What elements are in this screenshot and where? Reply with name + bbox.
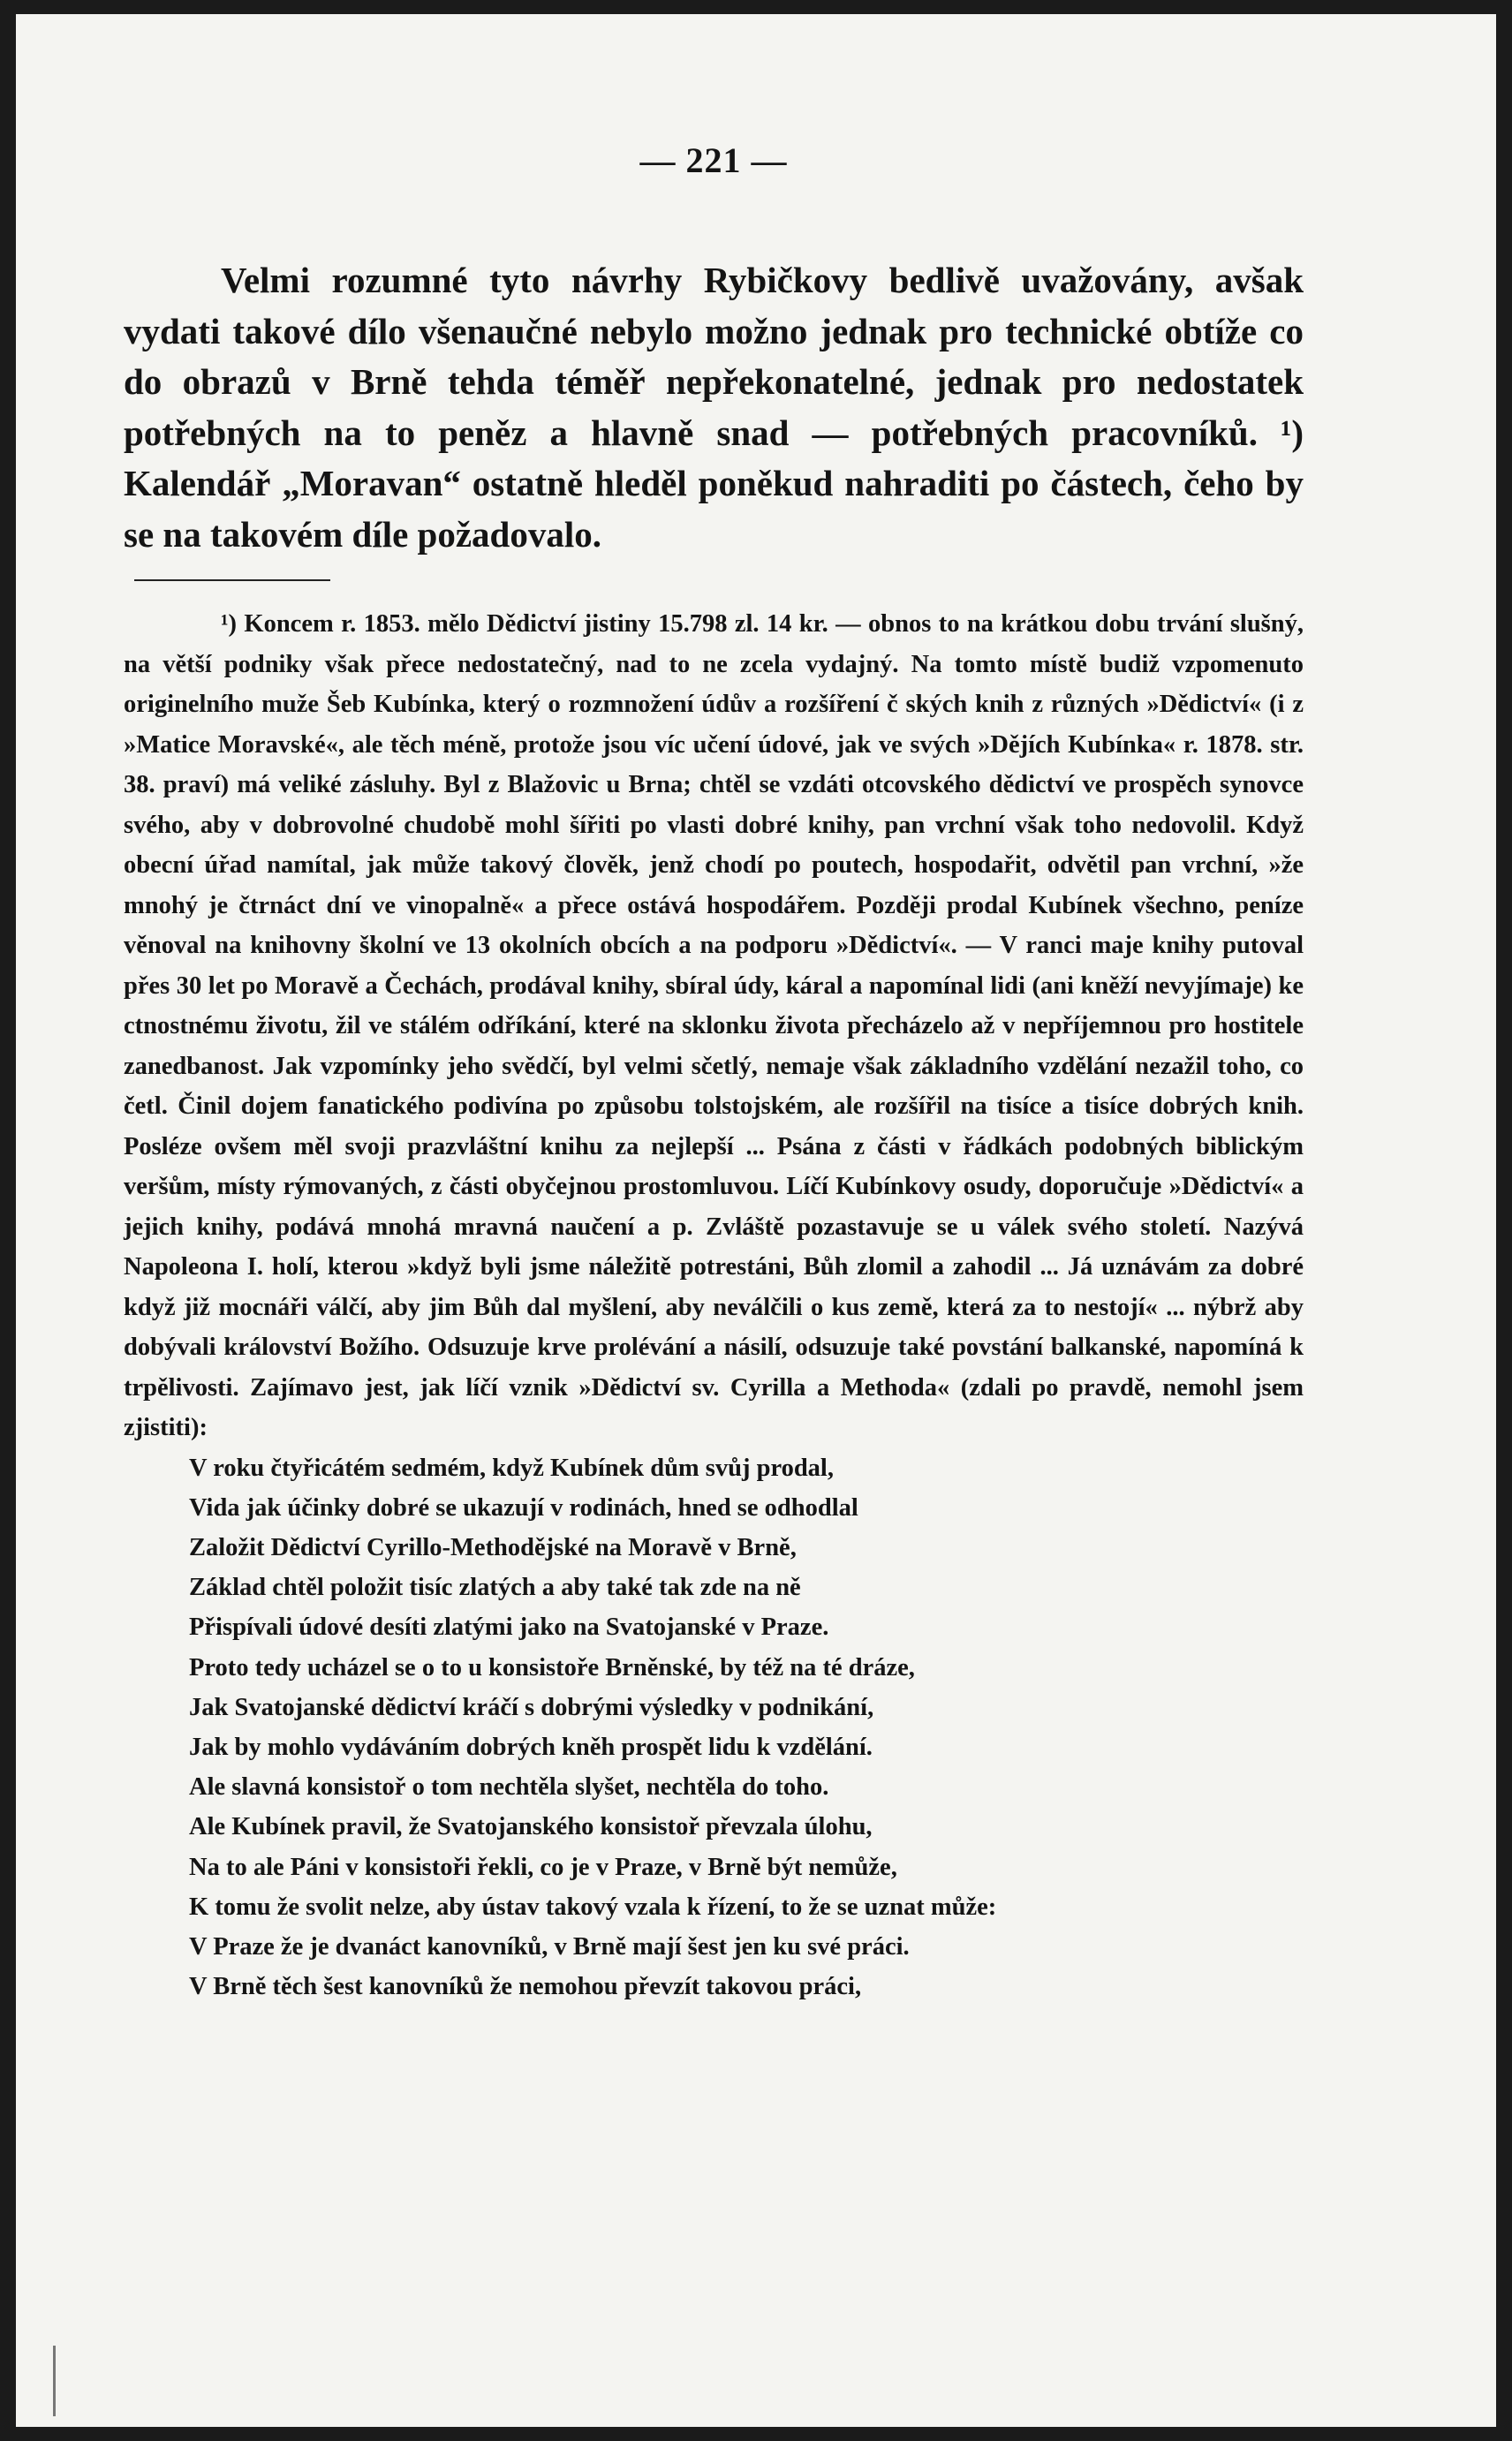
verse-line: Založit Dědictví Cyrillo-Methodějské na Moravě v Brně, (189, 1533, 797, 1561)
verse-line: V roku čtyřicátém sedmém, když Kubínek dům svůj prodal, (189, 1454, 834, 1482)
verse-line: Ale slavná konsistoř o tom nechtěla slyšet, nechtěla do toho. (189, 1773, 829, 1802)
main-paragraph-indent (124, 260, 221, 300)
footnote-indent (124, 610, 221, 638)
page-number: — 221 — (639, 140, 788, 180)
verse-line: Přispívali údové desíti zlatými jako na Svatojanské v Praze. (189, 1613, 829, 1642)
verse-line: K tomu že svolit nelze, aby ústav takový vzala k řízení, to že se uznat může: (189, 1893, 997, 1921)
verse-line: Na to ale Páni v konsistoři řekli, co je v Praze, v Brně být nemůže, (189, 1853, 897, 1881)
verse-line: Ale Kubínek pravil, že Svatojanského konsistoř převzala úlohu, (189, 1813, 873, 1841)
verse-line: Proto tedy ucházel se o to u konsistoře Brněnské, by též na té dráze, (189, 1653, 915, 1681)
verse-line: Jak by mohlo vydáváním dobrých kněh prospět lidu k vzdělání. (189, 1733, 873, 1761)
footnote (124, 604, 1304, 1448)
footnote-separator (134, 579, 330, 581)
verse-line: V Brně těch šest kanovníků že nemohou převzít takovou práci, (189, 1973, 862, 2001)
main-paragraph-text: Velmi rozumné tyto návrhy Rybičkovy bedlivě uvažovány, avšak vydati takové dílo všenaučné nebylo možno jednak pro technické obtíže co do obrazů v Brně tehda téměř nepřekonatelné, jednak pro nedostatek potřebných na to peněz a hlavně snad — potřebných pracovníků. ¹) Kalendář „Moravan“ ostatně hleděl poněkud nahraditi po částech, čeho by se na takovém díle požadovalo. (124, 260, 1304, 555)
footnote-text: ¹) Koncem r. 1853. mělo Dědictví jistiny 15.798 zl. 14 kr. — obnos to na krátkou dobu trvání slušný, na větší podniky však přece nedostatečný, nad to ne zcela vydajný. Na tomto místě budiž vzpomenuto originelního muže Šeb Kubínka, který o rozmnožení údův a rozšíření č ských knih z různých »Dědictví« (i z »Matice Moravské«, ale těch méně, protože jsou víc učení údové, jak ve svých »Dějích Kubínka« r. 1878. str. 38. praví) má veliké zásluhy. Byl z Blažovic u Brna; chtěl se vzdáti otcovského dědictví ve prospěch synovce svého, aby v dobrovolné chudobě mohl šířiti po vlasti dobré knihy, pan vrchní však toho nedovolil. Když obecní úřad namítal, jak může takový člověk, jenž chodí po poutech, hospodařit, odvětil pan vrchní, »že mnohý je čtrnáct dní ve vinopalně« a přece ostává hospodářem. Později prodal Kubínek všechno, peníze věnoval na knihovny školní ve 13 okolních obcích a na podporu »Dědictví«. — V ranci maje knihy putoval přes 30 let po Moravě a Čechách, prodával knihy, sbíral údy, káral a napomínal lidi (ani kněží nevyjímaje) ke ctnostnému životu, žil ve stálém odříkání, které na sklonku života přecházelo až v nepříjemnou pro hostitele zanedbanost. Jak vzpomínky jeho svědčí, byl velmi sčetlý, nemaje však základního vzdělání nezažil toho, co četl. Činil dojem fanatického podivína po způsobu tolstojském, ale rozšířil na tisíce a tisíce dobrých knih. Posléze ovšem měl svoji prazvláštní knihu za nejlepší ... Psána z části v řádkách podobných biblickým veršům, místy rýmovaných, z části obyčejnou prostomluvou. Líčí Kubínkovy osudy, doporučuje »Dědictví« a jejich knihy, podává mnohá mravná naučení a p. Zvláště pozastavuje se u válek svého století. Nazývá Napoleona I. holí, kterou »když byli jsme náležitě potrestáni, Bůh zlomil a zahodil ... Já uznávám za dobré když již mocnáři válčí, aby jim Bůh dal myšlení, aby neválčili o kus země, která za to nestojí« ... nýbrž aby dobývali království Božího. Odsuzuje krve prolévání a násilí, odsuzuje také povstání balkanské, napomíná k trpělivosti. Zajímavo jest, jak líčí vznik »Dědictví sv. Cyrilla a Methoda« (zdali po pravdě, nemohl jsem zjistiti): (124, 610, 1304, 1441)
verse-line: V Praze že je dvanáct kanovníků, v Brně mají šest jen ku své práci. (189, 1932, 910, 1961)
verse-line: Vida jak účinky dobré se ukazují v rodinách, hned se odhodlal (189, 1493, 858, 1522)
binding-edge-mark (53, 2346, 56, 2416)
main-paragraph (124, 255, 1304, 560)
page-content (124, 140, 1304, 2006)
book-page (16, 14, 1496, 2427)
verse-line: Základ chtěl položit tisíc zlatých a aby také tak zde na ně (189, 1574, 801, 1602)
verse-line: Jak Svatojanské dědictví kráčí s dobrými výsledky v podnikání, (189, 1693, 874, 1721)
verse-block (189, 1448, 1304, 2007)
